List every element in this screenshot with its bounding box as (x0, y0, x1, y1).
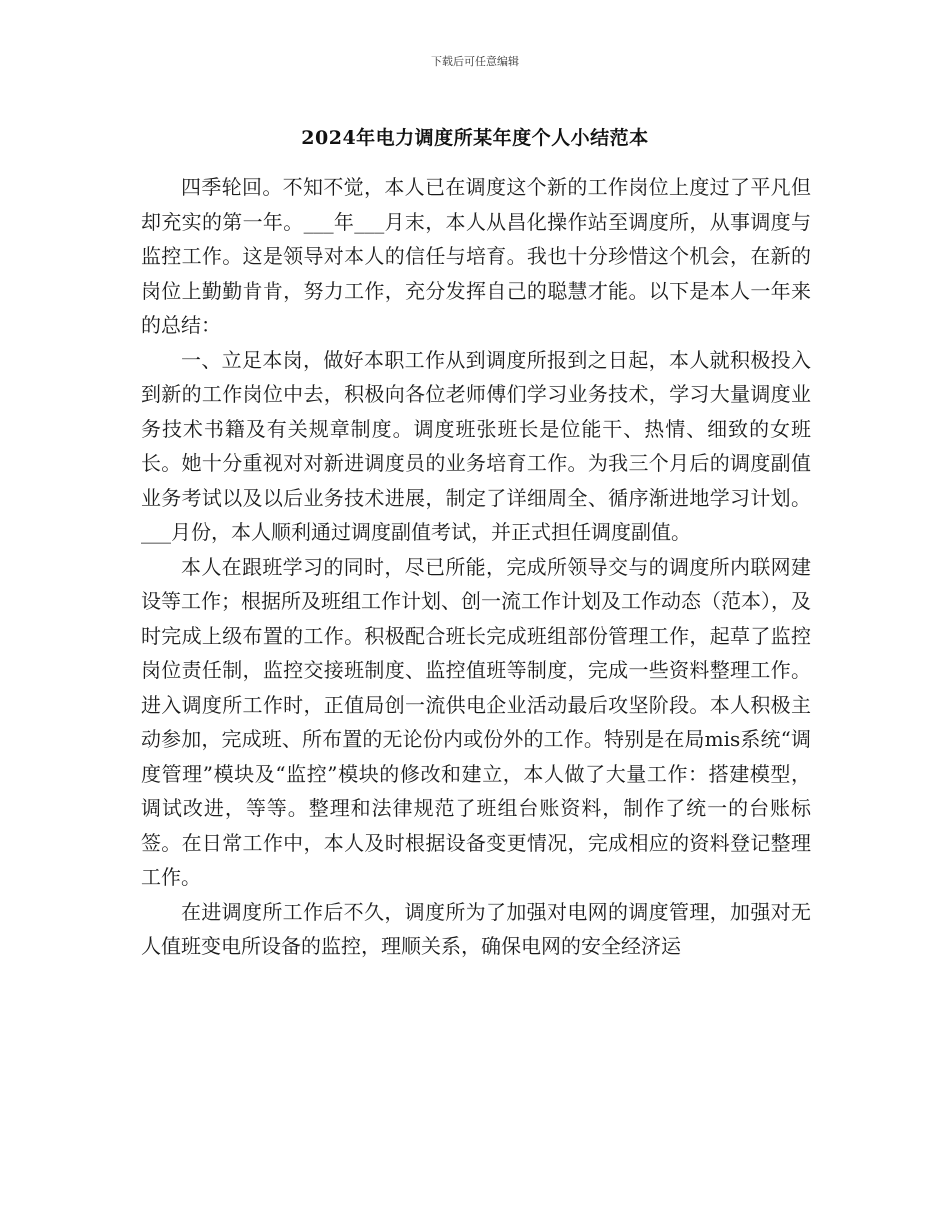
document-title: 2024年电力调度所某年度个人小结范本 (301, 127, 649, 149)
paragraph-2: 一、立足本岗，做好本职工作从到调度所报到之日起，本人就积极投入到新的工作岗位中去，积极向各位老师傅们学习业务技术，学习大量调度业务技术书籍及有关规章制度。调度班张班长是位能干、热情、细致的女班长。她十分重视对对新进调度员的业务培育工作。为我三个月后的调度副值业务考试以及以后业务技术进展，制定了详细周全、循序渐进地学习计划。___月份，本人顺利通过调度副值考试，并正式担任调度副值。 (141, 347, 811, 544)
paragraph-4: 在进调度所工作后不久，调度所为了加强对电网的调度管理，加强对无人值班变电所设备的监控，理顺关系，确保电网的安全经济运 (141, 899, 811, 958)
paragraph-1: 四季轮回。不知不觉，本人已在调度这个新的工作岗位上度过了平凡但却充实的第一年。___年___月末，本人从昌化操作站至调度所，从事调度与监控工作。这是领导对本人的信任与培育。我也十分珍惜这个机会，在新的岗位上勤勤肯肯，努力工作，充分发挥自己的聪慧才能。以下是本人一年来的总结： (141, 175, 811, 337)
document-body (141, 170, 811, 964)
paragraph-3: 本人在跟班学习的同时，尽已所能，完成所领导交与的调度所内联网建设等工作；根据所及班组工作计划、创一流工作计划及工作动态（范本），及时完成上级布置的工作。积极配合班长完成班组部份管理工作，起草了监控岗位责任制，监控交接班制度、监控值班等制度，完成一些资料整理工作。进入调度所工作时，正值局创一流供电企业活动最后攻坚阶段。本人积极主动参加，完成班、所布置的无论份内或份外的工作。特别是在局mis系统“调度管理”模块及“监控”模块的修改和建立，本人做了大量工作：搭建模型，调试改进，等等。整理和法律规范了班组台账资料，制作了统一的台账标签。在日常工作中，本人及时根据设备变更情况，完成相应的资料登记整理工作。 (141, 554, 811, 889)
header-note: 下载后可任意编辑 (431, 55, 519, 68)
